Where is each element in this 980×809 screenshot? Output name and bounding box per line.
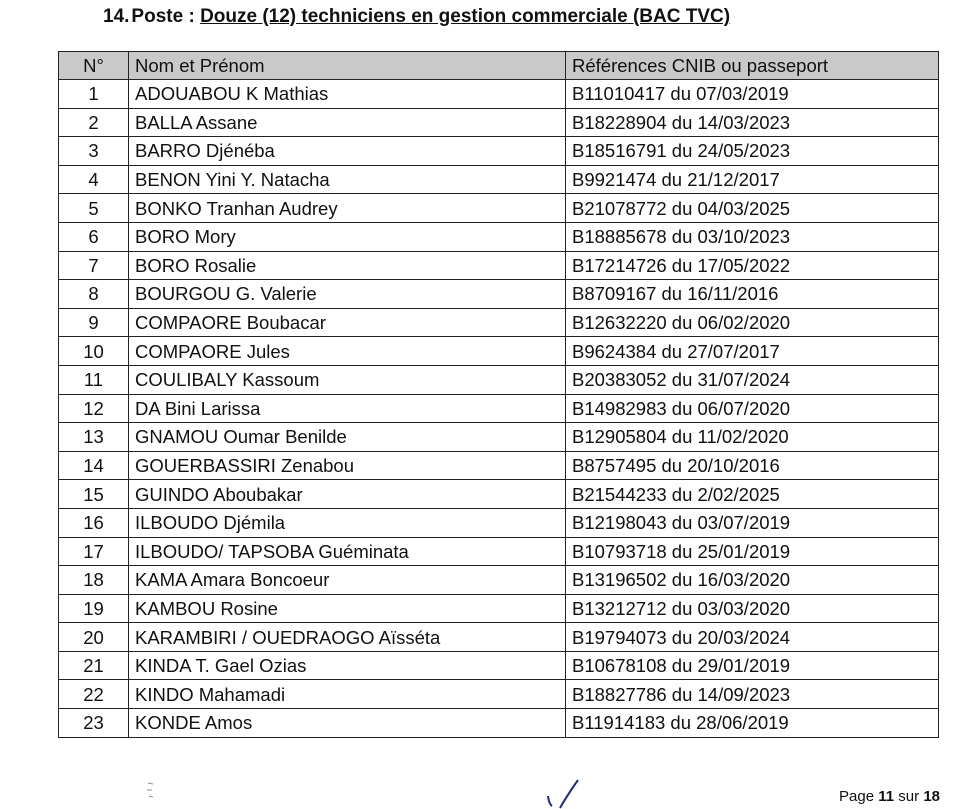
row-name: GNAMOU Oumar Benilde — [129, 423, 566, 452]
row-reference: B20383052 du 31/07/2024 — [566, 365, 939, 394]
row-number: 21 — [59, 651, 129, 680]
table-row — [59, 566, 939, 595]
row-name: GUINDO Aboubakar — [129, 480, 566, 509]
row-reference: B14982983 du 06/07/2020 — [566, 394, 939, 423]
row-name: ADOUABOU K Mathias — [129, 80, 566, 109]
row-number: 4 — [59, 165, 129, 194]
row-number: 7 — [59, 251, 129, 280]
row-number: 20 — [59, 623, 129, 652]
row-number: 23 — [59, 709, 129, 738]
table-row — [59, 80, 939, 109]
row-number: 2 — [59, 108, 129, 137]
table-row — [59, 709, 939, 738]
row-number: 18 — [59, 566, 129, 595]
section-number: 14. — [103, 6, 130, 27]
row-number: 16 — [59, 508, 129, 537]
row-reference: B12198043 du 03/07/2019 — [566, 508, 939, 537]
row-reference: B9921474 du 21/12/2017 — [566, 165, 939, 194]
row-number: 15 — [59, 480, 129, 509]
page-footer — [839, 788, 940, 805]
row-reference: B8709167 du 16/11/2016 — [566, 280, 939, 309]
table-row — [59, 480, 939, 509]
row-number: 13 — [59, 423, 129, 452]
row-name: COMPAORE Jules — [129, 337, 566, 366]
table-row — [59, 451, 939, 480]
row-name: KINDO Mahamadi — [129, 680, 566, 709]
row-name: KINDA T. Gael Ozias — [129, 651, 566, 680]
row-name: ILBOUDO Djémila — [129, 508, 566, 537]
row-number: 19 — [59, 594, 129, 623]
table-row — [59, 194, 939, 223]
row-number: 8 — [59, 280, 129, 309]
row-name: KAMBOU Rosine — [129, 594, 566, 623]
table-row — [59, 337, 939, 366]
row-name: BENON Yini Y. Natacha — [129, 165, 566, 194]
header-name: Nom et Prénom — [129, 52, 566, 80]
row-reference: B10793718 du 25/01/2019 — [566, 537, 939, 566]
row-reference: B9624384 du 27/07/2017 — [566, 337, 939, 366]
scan-speck-icon — [145, 780, 157, 800]
row-reference: B10678108 du 29/01/2019 — [566, 651, 939, 680]
row-reference: B12632220 du 06/02/2020 — [566, 308, 939, 337]
table-row — [59, 623, 939, 652]
initials-mark-icon — [540, 776, 590, 809]
row-number: 22 — [59, 680, 129, 709]
row-reference: B13212712 du 03/03/2020 — [566, 594, 939, 623]
row-name: BONKO Tranhan Audrey — [129, 194, 566, 223]
row-number: 17 — [59, 537, 129, 566]
row-name: GOUERBASSIRI Zenabou — [129, 451, 566, 480]
header-reference: Références CNIB ou passeport — [566, 52, 939, 80]
table-row — [59, 423, 939, 452]
row-name: DA Bini Larissa — [129, 394, 566, 423]
row-reference: B18827786 du 14/09/2023 — [566, 680, 939, 709]
table-row — [59, 137, 939, 166]
row-reference: B17214726 du 17/05/2022 — [566, 251, 939, 280]
page-current: 11 — [878, 788, 895, 805]
table-row — [59, 394, 939, 423]
table-row — [59, 108, 939, 137]
row-name: BALLA Assane — [129, 108, 566, 137]
row-name: KONDE Amos — [129, 709, 566, 738]
section-label: Poste : — [131, 6, 195, 27]
row-reference: B13196502 du 16/03/2020 — [566, 566, 939, 595]
table-row — [59, 651, 939, 680]
row-reference: B12905804 du 11/02/2020 — [566, 423, 939, 452]
row-name: COMPAORE Boubacar — [129, 308, 566, 337]
row-name: COULIBALY Kassoum — [129, 365, 566, 394]
row-number: 11 — [59, 365, 129, 394]
row-reference: B11914183 du 28/06/2019 — [566, 709, 939, 738]
candidates-table — [58, 51, 939, 738]
row-reference: B18228904 du 14/03/2023 — [566, 108, 939, 137]
row-name: KAMA Amara Boncoeur — [129, 566, 566, 595]
row-name: BOURGOU G. Valerie — [129, 280, 566, 309]
row-reference: B8757495 du 20/10/2016 — [566, 451, 939, 480]
row-reference: B11010417 du 07/03/2019 — [566, 80, 939, 109]
table-row — [59, 165, 939, 194]
table-row — [59, 680, 939, 709]
table-header-row — [59, 52, 939, 80]
row-number: 3 — [59, 137, 129, 166]
row-number: 1 — [59, 80, 129, 109]
row-reference: B18885678 du 03/10/2023 — [566, 222, 939, 251]
row-name: BORO Rosalie — [129, 251, 566, 280]
table-row — [59, 280, 939, 309]
row-reference: B19794073 du 20/03/2024 — [566, 623, 939, 652]
row-name: KARAMBIRI / OUEDRAOGO Aïsséta — [129, 623, 566, 652]
row-number: 10 — [59, 337, 129, 366]
row-number: 5 — [59, 194, 129, 223]
row-number: 12 — [59, 394, 129, 423]
header-number: N° — [59, 52, 129, 80]
section-heading — [103, 6, 730, 28]
table-row — [59, 508, 939, 537]
row-name: BARRO Djénéba — [129, 137, 566, 166]
row-number: 14 — [59, 451, 129, 480]
row-reference: B21078772 du 04/03/2025 — [566, 194, 939, 223]
section-title: Douze (12) techniciens en gestion commerciale (BAC TVC) — [200, 6, 731, 27]
table-row — [59, 308, 939, 337]
of-word: sur — [898, 788, 920, 805]
row-name: ILBOUDO/ TAPSOBA Guéminata — [129, 537, 566, 566]
table-row — [59, 222, 939, 251]
table-row — [59, 365, 939, 394]
page-word: Page — [839, 788, 875, 805]
row-number: 6 — [59, 222, 129, 251]
table-row — [59, 251, 939, 280]
row-number: 9 — [59, 308, 129, 337]
page-total: 18 — [923, 788, 940, 805]
table-row — [59, 537, 939, 566]
row-reference: B21544233 du 2/02/2025 — [566, 480, 939, 509]
row-reference: B18516791 du 24/05/2023 — [566, 137, 939, 166]
row-name: BORO Mory — [129, 222, 566, 251]
table-row — [59, 594, 939, 623]
